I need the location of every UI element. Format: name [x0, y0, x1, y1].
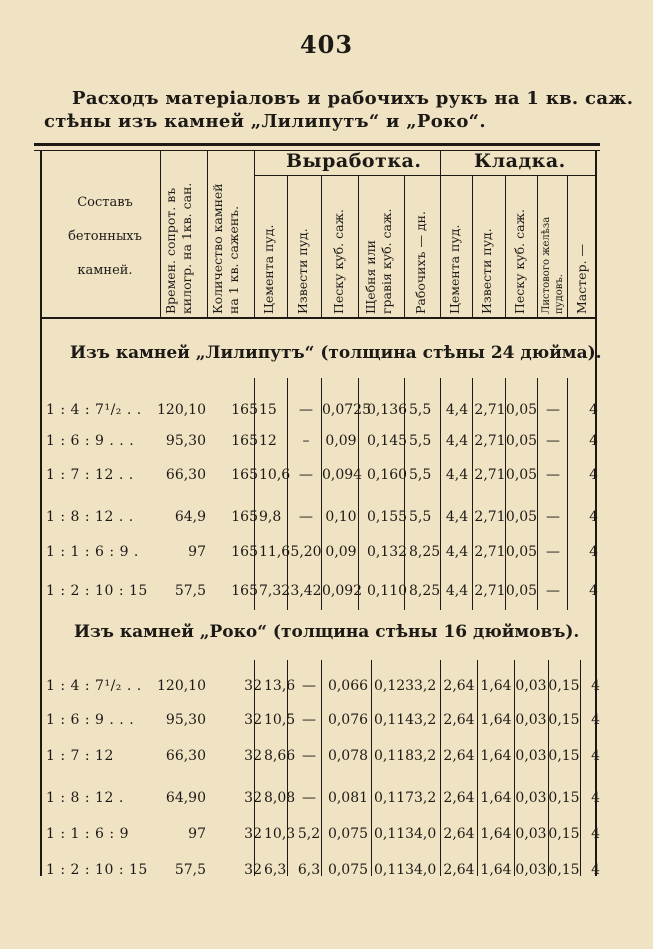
group-underline-laying	[440, 175, 596, 176]
cell-lay-iron: —	[546, 544, 560, 560]
cell-prod-gravel: 0,145	[366, 433, 408, 449]
table-row	[0, 540, 653, 564]
header-lay-master: Мастер. —	[574, 243, 589, 314]
table-row	[0, 505, 653, 529]
cell-prod-cement: 10,3	[264, 826, 296, 842]
cell-prod-gravel: 0,113	[374, 826, 415, 842]
cell-lay-master: 4	[589, 433, 598, 449]
cell-lay-sand: 0,05	[505, 544, 538, 560]
header-col-divider	[404, 176, 405, 317]
table-row	[0, 786, 653, 810]
cell-prod-sand: 0,066	[327, 678, 369, 694]
cell-prod-sand: 0,09	[325, 544, 357, 560]
header-col-divider	[207, 150, 208, 317]
cell-lay-iron: 0,15	[548, 748, 580, 764]
cell-lay-iron: —	[546, 583, 560, 599]
cell-lay-sand: 0,03	[515, 790, 547, 806]
header-col-divider	[160, 150, 161, 317]
cell-prod-lime: 5,20	[290, 544, 322, 560]
cell-lay-master: 4	[591, 790, 600, 806]
header-col-divider	[567, 176, 568, 317]
header-col-divider	[505, 176, 506, 317]
cell-stone-count: 32	[244, 862, 262, 878]
cell-resistance: 97	[188, 544, 206, 560]
cell-prod-lime: —	[302, 678, 316, 694]
cell-stone-count: 32	[244, 826, 262, 842]
table-row	[0, 674, 653, 698]
cell-resistance: 57,5	[174, 862, 206, 878]
header-prod-lime: Извести пуд.	[295, 228, 310, 314]
cell-prod-cement: 7,32	[259, 583, 291, 599]
cell-lay-iron: —	[546, 433, 560, 449]
cell-lay-sand: 0,03	[515, 678, 547, 694]
cell-lay-lime: 2,71	[474, 509, 506, 525]
table-row	[0, 858, 653, 882]
cell-lay-lime: 1,64	[480, 748, 512, 764]
cell-prod-lime: —	[302, 790, 316, 806]
cell-prod-gravel: 0,123	[374, 678, 415, 694]
header-col-divider	[321, 176, 322, 317]
cell-prod-lime: —	[299, 509, 313, 525]
cell-composition: 1 : 8 : 12 .	[46, 790, 124, 806]
cell-resistance: 120,10	[157, 402, 206, 418]
cell-resistance: 64,90	[165, 790, 206, 806]
header-col-divider	[287, 176, 288, 317]
cell-lay-cement: 4,4	[445, 509, 469, 525]
cell-lay-lime: 1,64	[480, 862, 512, 878]
cell-lay-lime: 2,71	[474, 433, 506, 449]
cell-prod-lime: –	[302, 433, 310, 449]
table-row	[0, 579, 653, 603]
cell-prod-sand: 0,076	[327, 712, 369, 728]
cell-lay-cement: 4,4	[445, 583, 469, 599]
cell-prod-sand: 0,092	[322, 583, 363, 599]
cell-prod-gravel: 0,155	[366, 509, 408, 525]
header-prod-gravel-line-1: Щебня или	[363, 240, 378, 314]
cell-prod-sand: 0,10	[325, 509, 357, 525]
table-row	[0, 429, 653, 453]
cell-resistance: 57,5	[174, 583, 206, 599]
cell-stone-count: 165	[231, 467, 258, 483]
cell-prod-gravel: 0,110	[366, 583, 408, 599]
cell-prod-sand: 0,075	[327, 826, 369, 842]
cell-stone-count: 32	[244, 678, 262, 694]
header-col-divider	[254, 150, 255, 317]
cell-lay-cement: 4,4	[445, 402, 469, 418]
cell-prod-sand: 0,09	[325, 433, 357, 449]
cell-lay-iron: 0,15	[548, 790, 580, 806]
header-lay-sand: Песку куб. саж.	[512, 208, 527, 314]
cell-lay-master: 4	[591, 748, 600, 764]
header-composition-line: камней.	[77, 263, 133, 278]
header-resistance-line-1: Времен. сопрот. въ	[163, 187, 178, 314]
cell-prod-workers: 8,25	[409, 583, 441, 599]
cell-lay-master: 4	[589, 583, 598, 599]
cell-lay-cement: 2,64	[443, 790, 475, 806]
top-rule-thick	[34, 143, 600, 146]
cell-lay-iron: 0,15	[548, 678, 580, 694]
table-row	[0, 708, 653, 732]
cell-prod-workers: 3,2	[414, 748, 437, 764]
cell-resistance: 64,9	[174, 509, 206, 525]
cell-composition: 1 : 4 : 7¹/₂ . .	[46, 402, 142, 418]
header-prod-gravel-line-2: гравія куб. саж.	[379, 208, 394, 314]
cell-composition: 1 : 8 : 12 . .	[46, 509, 134, 525]
cell-prod-workers: 3,2	[414, 678, 437, 694]
cell-prod-cement: 11,6	[259, 544, 291, 560]
cell-lay-lime: 2,71	[474, 583, 506, 599]
cell-composition: 1 : 7 : 12 . .	[46, 467, 134, 483]
section-roko-title: Изъ камней „Роко“ (толщина стѣны 16 дюймовъ).	[74, 622, 580, 642]
header-lay-iron-line-2: пудовъ.	[554, 274, 565, 314]
header-col-divider	[358, 176, 359, 317]
cell-prod-gravel: 0,114	[374, 712, 415, 728]
cell-prod-workers: 3,2	[414, 790, 437, 806]
cell-composition: 1 : 7 : 12	[46, 748, 114, 764]
cell-lay-master: 4	[589, 544, 598, 560]
header-composition-line: бетонныхъ	[68, 229, 142, 244]
cell-prod-cement: 10,5	[264, 712, 296, 728]
cell-lay-sand: 0,05	[505, 467, 538, 483]
header-col-divider	[472, 176, 473, 317]
cell-prod-cement: 15	[259, 402, 277, 418]
cell-composition: 1 : 1 : 6 : 9	[46, 826, 129, 842]
cell-lay-master: 4	[589, 509, 598, 525]
cell-prod-lime: —	[302, 748, 316, 764]
cell-prod-sand: 0,078	[327, 748, 369, 764]
cell-stone-count: 165	[231, 402, 258, 418]
cell-stone-count: 165	[231, 433, 258, 449]
cell-prod-cement: 9,8	[259, 509, 282, 525]
cell-lay-iron: —	[546, 509, 560, 525]
cell-lay-master: 4	[589, 467, 598, 483]
cell-lay-cement: 4,4	[445, 544, 469, 560]
cell-lay-lime: 1,64	[480, 712, 512, 728]
header-group-production: Выработка.	[286, 150, 422, 172]
cell-prod-workers: 4,0	[414, 826, 437, 842]
cell-composition: 1 : 2 : 10 : 15	[46, 862, 148, 878]
cell-prod-gravel: 0,113	[374, 862, 415, 878]
table-title-line-1: Расходъ матеріаловъ и рабочихъ рукъ на 1 кв. саж.	[72, 88, 634, 109]
cell-lay-iron: 0,15	[548, 712, 580, 728]
table-row	[0, 744, 653, 768]
table-row	[0, 463, 653, 487]
cell-prod-workers: 8,25	[409, 544, 441, 560]
section-liliput-title: Изъ камней „Лилипутъ“ (толщина стѣны 24 дюйма).	[70, 343, 602, 363]
cell-composition: 1 : 6 : 9 . . .	[46, 712, 135, 728]
cell-prod-workers: 3,2	[414, 712, 437, 728]
cell-stone-count: 165	[231, 583, 258, 599]
cell-composition: 1 : 4 : 7¹/₂ . .	[46, 678, 142, 694]
cell-prod-lime: —	[299, 402, 313, 418]
cell-lay-sand: 0,03	[515, 748, 547, 764]
cell-resistance: 120,10	[157, 678, 206, 694]
cell-prod-workers: 5,5	[409, 433, 432, 449]
cell-composition: 1 : 1 : 6 : 9 .	[46, 544, 139, 560]
cell-resistance: 66,30	[165, 467, 206, 483]
cell-prod-gravel: 0,118	[374, 748, 415, 764]
cell-lay-cement: 2,64	[443, 712, 475, 728]
cell-resistance: 97	[188, 826, 206, 842]
cell-lay-master: 4	[591, 862, 600, 878]
cell-lay-lime: 1,64	[480, 790, 512, 806]
table-row	[0, 822, 653, 846]
cell-prod-cement: 8,66	[264, 748, 296, 764]
cell-lay-iron: —	[546, 467, 560, 483]
header-bottom-rule	[40, 317, 597, 319]
cell-prod-workers: 5,5	[409, 467, 432, 483]
cell-stone-count: 32	[244, 790, 262, 806]
cell-lay-cement: 2,64	[443, 862, 475, 878]
cell-prod-cement: 6,3	[264, 862, 287, 878]
cell-prod-sand: 0,075	[327, 862, 369, 878]
cell-prod-workers: 4,0	[414, 862, 437, 878]
cell-lay-master: 4	[589, 402, 598, 418]
header-lay-cement: Цемента пуд.	[447, 224, 462, 314]
cell-prod-cement: 10,6	[259, 467, 291, 483]
cell-lay-master: 4	[591, 712, 600, 728]
cell-prod-gravel: 0,132	[366, 544, 408, 560]
header-col-divider	[537, 176, 538, 317]
cell-lay-cement: 4,4	[445, 467, 469, 483]
header-lay-iron-line-1: Листового желѣза	[541, 216, 552, 314]
header-col-divider	[440, 150, 441, 317]
cell-lay-cement: 2,64	[443, 748, 475, 764]
cell-lay-sand: 0,05	[505, 402, 538, 418]
cell-composition: 1 : 2 : 10 : 15	[46, 583, 148, 599]
cell-prod-lime: 3,42	[290, 583, 322, 599]
cell-prod-gravel: 0,136	[366, 402, 408, 418]
cell-prod-lime: 5,2	[297, 826, 321, 842]
header-composition	[60, 186, 150, 288]
cell-resistance: 95,30	[165, 433, 206, 449]
cell-lay-cement: 2,64	[443, 826, 475, 842]
cell-lay-iron: 0,15	[548, 862, 580, 878]
cell-lay-sand: 0,05	[505, 433, 538, 449]
cell-prod-cement: 8,08	[264, 790, 296, 806]
header-resistance-line-2: килогр. на 1кв. сан.	[179, 182, 194, 314]
header-prod-cement: Цемента пуд.	[261, 224, 276, 314]
cell-lay-cement: 2,64	[443, 678, 475, 694]
cell-lay-lime: 2,71	[474, 544, 506, 560]
cell-prod-lime: —	[302, 712, 316, 728]
cell-resistance: 95,30	[165, 712, 206, 728]
cell-lay-sand: 0,05	[505, 509, 538, 525]
header-prod-workers: Рабочихъ — дн.	[413, 211, 428, 314]
cell-lay-sand: 0,03	[515, 712, 547, 728]
cell-prod-sand: 0,0725	[322, 402, 371, 418]
cell-prod-gravel: 0,160	[366, 467, 408, 483]
header-lay-lime: Извести пуд.	[479, 228, 494, 314]
cell-prod-sand: 0,081	[327, 790, 369, 806]
cell-lay-lime: 1,64	[480, 678, 512, 694]
cell-prod-lime: —	[299, 467, 313, 483]
cell-lay-lime: 2,71	[474, 402, 506, 418]
cell-stone-count: 165	[231, 509, 258, 525]
cell-prod-cement: 13,6	[264, 678, 296, 694]
table-row	[0, 398, 653, 422]
cell-stone-count: 32	[244, 748, 262, 764]
page-number: 403	[299, 30, 354, 59]
cell-prod-sand: 0,094	[322, 467, 363, 483]
cell-stone-count: 165	[231, 544, 258, 560]
cell-lay-sand: 0,03	[515, 862, 547, 878]
cell-prod-cement: 12	[259, 433, 277, 449]
cell-resistance: 66,30	[165, 748, 206, 764]
header-stone-count-line-1: Количество камней	[210, 183, 225, 314]
cell-prod-lime: 6,3	[297, 862, 321, 878]
cell-lay-cement: 4,4	[445, 433, 469, 449]
header-prod-sand: Песку куб. саж.	[331, 208, 346, 314]
header-composition-line: Составъ	[77, 195, 133, 210]
cell-lay-lime: 2,71	[474, 467, 506, 483]
header-stone-count-line-2: на 1 кв. саженъ.	[226, 205, 241, 314]
cell-lay-sand: 0,05	[505, 583, 538, 599]
cell-composition: 1 : 6 : 9 . . .	[46, 433, 135, 449]
cell-prod-gravel: 0,117	[374, 790, 415, 806]
cell-stone-count: 32	[244, 712, 262, 728]
cell-lay-master: 4	[591, 678, 600, 694]
cell-lay-sand: 0,03	[515, 826, 547, 842]
header-group-laying: Кладка.	[474, 150, 566, 172]
cell-lay-master: 4	[591, 826, 600, 842]
table-title-line-2: стѣны изъ камней „Лилипутъ“ и „Роко“.	[44, 111, 486, 132]
cell-prod-workers: 5,5	[409, 402, 432, 418]
cell-lay-iron: —	[546, 402, 560, 418]
cell-lay-lime: 1,64	[480, 826, 512, 842]
cell-lay-iron: 0,15	[548, 826, 580, 842]
cell-prod-workers: 5,5	[409, 509, 432, 525]
group-underline-production	[254, 175, 440, 176]
